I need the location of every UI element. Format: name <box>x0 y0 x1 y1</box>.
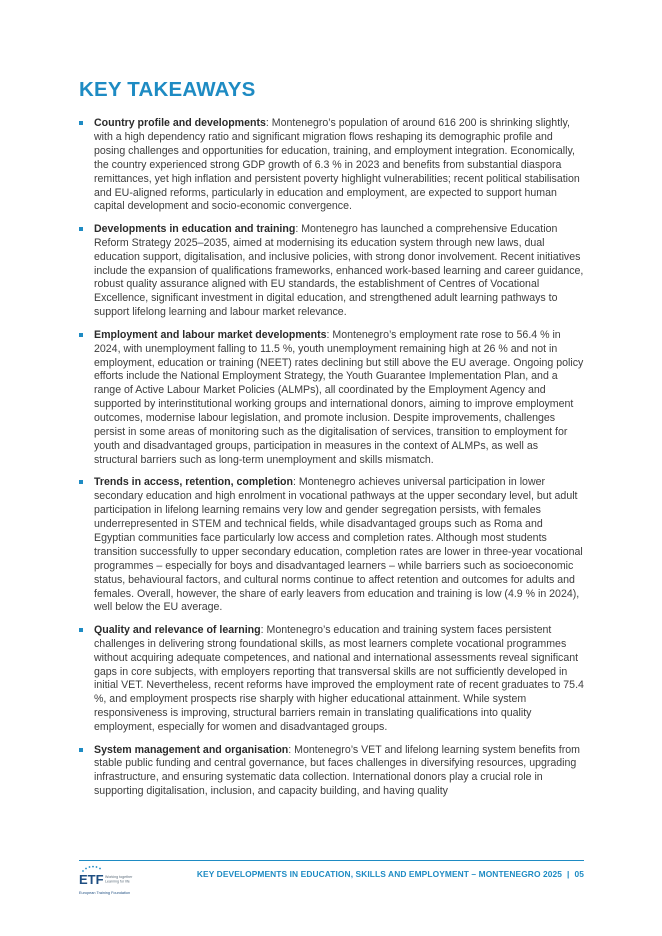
square-bullet-icon <box>79 748 83 752</box>
takeaway-text: : Montenegro’s population of around 616 200 is shrinking slightly, with a high dependency ratio and significant migration flows reshaping its demographic profile and posing challenges and opportunities for education, training, and employment integration. Economically, the country experienced strong GDP growth of 6.3 % in 2023 and benefits from substantial diaspora remittances, yet high inflation and persistent poverty highlight vulnerabilities; recent political stabilisation and EU-aligned reforms, particularly in education and employment, are expected to support human capital development and socio-economic convergence. <box>94 117 580 213</box>
logo-wordmark: ETF <box>79 872 104 887</box>
square-bullet-icon <box>79 333 83 337</box>
square-bullet-icon <box>79 227 83 231</box>
takeaway-country-profile <box>79 117 584 214</box>
square-bullet-icon <box>79 121 83 125</box>
takeaway-education-training <box>79 223 584 320</box>
takeaway-heading: Developments in education and training <box>94 222 296 235</box>
logo-tagline-1: Working together <box>105 875 133 879</box>
footer <box>150 869 584 879</box>
takeaway-text: : Montenegro has launched a comprehensive Education Reform Strategy 2025–2035, aimed at modernising its education system through new laws, dual education support, digitalisation, and inclusive policies, with strong donor involvement. Recent initiatives include the expansion of qualifications frameworks, enhanced work-based learning and career guidance, robust quality assurance aligned with EU standards, the establishment of Centres of Vocational Excellence, significant investment in digital education, and strengthened adult learning pathways to support lifelong learning and labour market relevance. <box>94 222 584 319</box>
takeaway-access-retention <box>79 476 584 615</box>
takeaway-system-management <box>79 744 584 800</box>
footer-title: KEY DEVELOPMENTS IN EDUCATION, SKILLS AND EMPLOYMENT – MONTENEGRO 2025 <box>196 869 563 879</box>
takeaway-heading: Country profile and developments <box>94 117 266 129</box>
footer-separator: | <box>567 869 570 879</box>
page-title: KEY TAKEAWAYS <box>79 78 256 101</box>
square-bullet-icon <box>79 628 83 632</box>
star-arc-icon <box>82 866 101 872</box>
takeaway-text: : Montenegro achieves universal participation in lower secondary education and high enrolment in vocational pathways at the upper secondary level, but adult participation in lifelong learning remains very low and gender segregation persists, with females underrepresented in STEM and technical fields, while disadvantaged groups such as Roma and Egyptian communities face particularly low access and completion rates. Although most students transition successfully to upper secondary education, completion rates are lower in three-year vocational programmes – especially for boys and disadvantaged learners – while barriers such as socioeconomic status, behavioural factors, and cultural norms continue to affect retention and outcomes for adults and females. Overall, however, the share of early leavers from education and training is low (4.9 % in 2024), well below the EU average. <box>94 476 583 614</box>
logo-subtitle: European Training Foundation <box>79 891 131 895</box>
takeaway-text: : Montenegro’s education and training system faces persistent challenges in delivering strong foundational skills, as most learners complete vocational programmes without acquiring adequate competences, and national and international assessments reveal significant gaps in core subjects, with employers reporting that transversal skills are not sufficiently developed in initial VET. Nevertheless, recent reforms have improved the employment rate of recent graduates to 75.4 %, and employment prospects rise sharply with higher educational attainment. While system responsiveness is improving, structural barriers remain in translating qualifications into quality employment, especially for women and disadvantaged groups. <box>94 623 584 734</box>
takeaway-heading: Quality and relevance of learning <box>94 623 261 636</box>
takeaway-heading: Employment and labour market developments <box>94 328 327 341</box>
takeaway-quality-relevance <box>79 624 584 735</box>
takeaway-heading: System management and organisation <box>94 743 289 756</box>
takeaway-heading: Trends in access, retention, completion <box>94 476 293 489</box>
footer-divider <box>79 860 584 861</box>
logo-tagline-2: Learning for life <box>105 879 130 884</box>
takeaway-text: : Montenegro’s VET and lifelong learning system benefits from stable public funding and central governance, but faces challenges in diversifying resources, upgrading infrastructure, and ensuring systematic data collection. International donors play a crucial role in supporting digitalisation, inclusion, and capacity building, and having quality <box>94 743 580 798</box>
takeaway-employment-labour <box>79 329 584 468</box>
square-bullet-icon <box>79 480 83 484</box>
takeaway-text: : Montenegro’s employment rate rose to 56.4 % in 2024, with unemployment falling to 11.5 %, youth unemployment remaining high at 26 % and not in employment, education or training (NEET) rates declining but still above the EU average. Ongoing policy efforts include the National Employment Strategy, the Youth Guarantee Implementation Plan, and a range of Active Labour Market Policies (ALMPs), all coordinated by the Employment Agency and supported by interinstitutional working groups and international donors, aiming to improve employment outcomes, modernise labour legislation, and promote inclusion. Despite improvements, challenges persist in some areas of monitoring such as the digitalisation of services, transition to employment for youth and disadvantaged groups, participation in measures in the context of ALMPs, as well as structural barriers such as long-term unemployment and skills mismatch. <box>94 328 584 466</box>
etf-logo <box>79 864 141 898</box>
page-number: 05 <box>574 869 584 879</box>
key-takeaways-list <box>79 117 584 808</box>
